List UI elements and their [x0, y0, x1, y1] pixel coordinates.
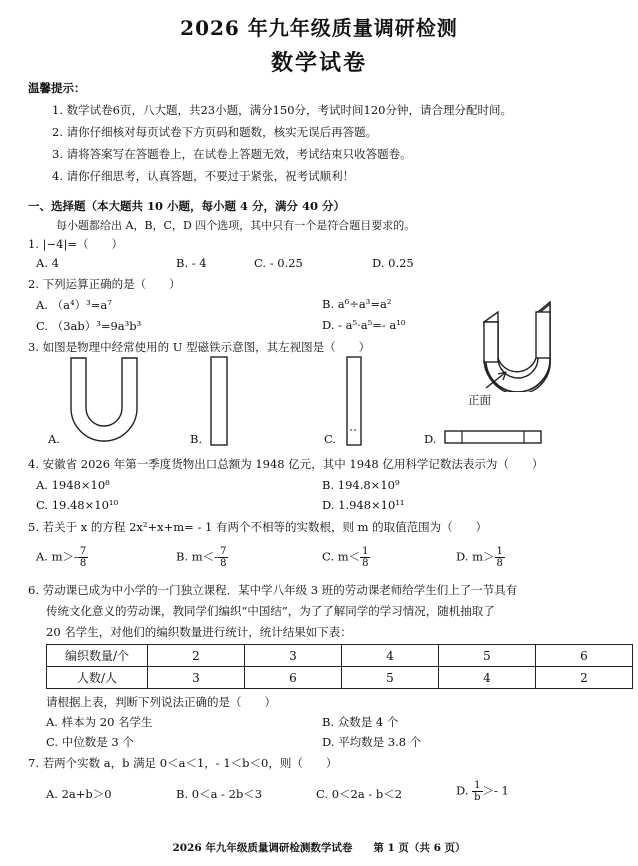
table-cell: 2	[536, 667, 633, 689]
section-note: 每小题都给出 A，B，C，D 四个选项，其中只有一个是符合题目要求的。	[56, 219, 416, 232]
q6-option-c: C. 中位数是 3 个	[46, 735, 134, 749]
table-row	[47, 645, 633, 667]
tip-item: 3. 请将答案写在答题卷上，在试卷上答题无效，考试结束只收答题卷。	[52, 147, 412, 161]
table-cell: 人数/人	[47, 667, 148, 689]
table-cell: 编织数量/个	[47, 645, 148, 667]
q3-stem: 3. 如图是物理中经常使用的 U 型磁铁示意图，其左视图是（ ）	[28, 340, 371, 354]
q4-option-d: D. 1.948×10¹¹	[322, 498, 405, 512]
q6-stem-line1: 6. 劳动课已成为中小学的一门独立课程．某中学八年级 3 班的劳动课老师给学生们上了一节具有	[28, 583, 518, 597]
q2-stem: 2. 下列运算正确的是（ ）	[28, 277, 181, 291]
exam-subtitle: 数学试卷	[270, 50, 367, 76]
table-cell: 6	[536, 645, 633, 667]
tip-item: 4. 请你仔细思考，认真答题，不要过于紧张，祝考试顺利！	[52, 169, 355, 183]
q3-option-c: C.	[324, 432, 337, 446]
figure-caption: 正面	[468, 393, 491, 407]
q6-stem-line3: 20 名学生，对他们的编织数量进行统计，统计结果如下表：	[46, 625, 352, 639]
q4-option-b: B. 194.8×10⁹	[322, 478, 400, 492]
q3-option-d: D.	[424, 432, 437, 446]
q6-prompt: 请根据上表，判断下列说法正确的是（ ）	[46, 695, 276, 709]
q4-option-a: A. 1948×10⁸	[36, 478, 110, 492]
q1-option-b: B. - 4	[176, 256, 207, 270]
exam-title: 2026 年九年级质量调研检测	[180, 16, 458, 40]
q6-option-a: A. 样本为 20 名学生	[46, 715, 153, 729]
table-cell: 3	[148, 667, 245, 689]
q5-stem: 5. 若关于 x 的方程 2x²+x+m= - 1 有两个不相等的实数根，则 m 的取值范围为（ ）	[28, 520, 488, 534]
q7-stem: 7. 若两个实数 a，b 满足 0＜a＜1，- 1＜b＜0，则（ ）	[28, 756, 338, 770]
u-magnet-figure	[476, 300, 556, 392]
q2-option-c: C. （3ab）³=9a³b³	[36, 319, 142, 333]
q4-option-c: C. 19.48×10¹⁰	[36, 498, 119, 512]
option-c-figure	[346, 356, 366, 448]
q2-option-d: D. - a⁵·a⁵=- a¹⁰	[322, 318, 406, 332]
q5-option-c: C. m＜ $\frac{1}{8}$	[322, 546, 369, 569]
option-b-figure	[210, 356, 230, 448]
table-cell: 5	[342, 667, 439, 689]
q1-stem: 1. |−4|=（ ）	[28, 237, 123, 251]
q3-option-b: B.	[190, 432, 203, 446]
stats-table	[46, 644, 633, 689]
section-heading: 一、选择题（本大题共 10 小题，每小题 4 分，满分 40 分）	[28, 199, 346, 213]
q6-stem-line2: 传统文化意义的劳动课，教同学们编织“中国结”，为了了解同学的学习情况，随机抽取了	[46, 604, 495, 618]
tip-item: 2. 请你仔细核对每页试卷下方页码和题数，核实无误后再答题。	[52, 125, 378, 139]
q7-option-b: B. 0＜a - 2b＜3	[176, 787, 263, 801]
tips-heading: 温馨提示：	[28, 81, 86, 95]
table-row	[47, 667, 633, 689]
q3-option-a: A.	[48, 432, 60, 446]
table-cell: 4	[439, 667, 536, 689]
option-a-figure	[68, 356, 140, 446]
table-cell: 4	[342, 645, 439, 667]
q1-option-d: D. 0.25	[372, 256, 414, 270]
q2-option-b: B. a⁶÷a³=a²	[322, 297, 392, 311]
q2-option-a: A. （a⁴）³=a⁷	[36, 298, 112, 312]
page-footer: 2026 年九年级质量调研检测数学试卷 第 1 页（共 6 页）	[172, 842, 466, 854]
q7-option-a: A. 2a+b＞0	[46, 787, 112, 801]
q1-option-c: C. - 0.25	[254, 256, 303, 270]
option-d-figure	[444, 430, 544, 446]
q6-option-d: D. 平均数是 3.8 个	[322, 735, 422, 749]
table-cell: 5	[439, 645, 536, 667]
table-cell: 6	[245, 667, 342, 689]
q5-option-d: D. m＞ $\frac{1}{8}$	[456, 546, 503, 569]
q4-stem: 4. 安徽省 2026 年第一季度货物出口总额为 1948 亿元，其中 1948 亿用科学记数法表示为（ ）	[28, 457, 544, 471]
q6-option-b: B. 众数是 4 个	[322, 715, 399, 729]
table-cell: 2	[148, 645, 245, 667]
q5-option-a: A. m＞- $\frac{7}{8}$	[36, 546, 87, 569]
q7-option-d: D. $\frac{1}{b}$ ＞- 1	[456, 780, 509, 803]
q1-option-a: A. 4	[36, 256, 59, 270]
q7-option-c: C. 0＜2a - b＜2	[316, 787, 403, 801]
tip-item: 1. 数学试卷6页，八大题，共23小题，满分150分，考试时间120分钟，请合理分配时间。	[52, 103, 512, 117]
q5-option-b: B. m＜- $\frac{7}{8}$	[176, 546, 227, 569]
table-cell: 3	[245, 645, 342, 667]
